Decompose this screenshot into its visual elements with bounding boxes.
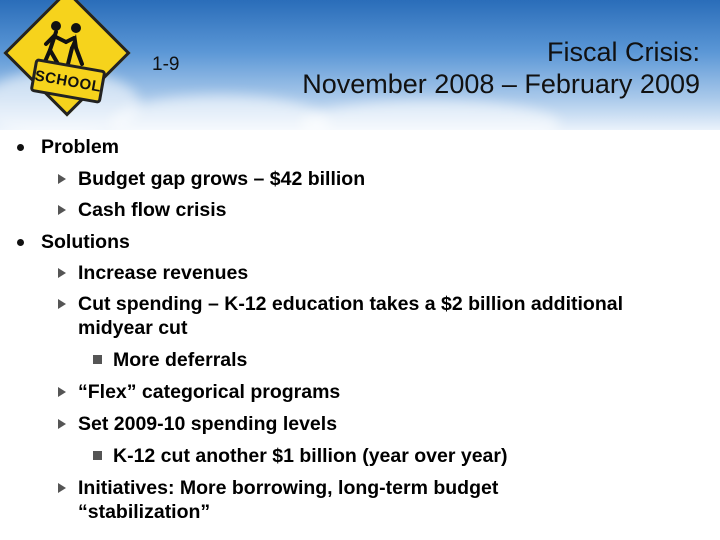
outline-text: More deferrals [113, 349, 248, 371]
bullet-dot-icon [17, 239, 24, 246]
outline-item-continuation [78, 501, 210, 524]
slide-header [0, 0, 720, 130]
bullet-square-icon [93, 451, 102, 460]
bullet-square-icon [93, 355, 102, 364]
outline-item [41, 136, 119, 159]
school-sign-plate: SCHOOL [30, 58, 107, 104]
outline-item [78, 199, 226, 222]
outline-item [78, 413, 337, 436]
outline-text: “Flex” categorical programs [78, 381, 341, 403]
slide-title [302, 36, 700, 100]
bullet-dot-icon [17, 144, 24, 151]
outline-item [78, 262, 248, 285]
outline-text: Budget gap grows – $42 billion [78, 168, 366, 190]
outline-item [78, 477, 498, 500]
bullet-arrow-icon [58, 174, 66, 184]
outline-item [78, 381, 340, 404]
outline-text: Increase revenues [78, 262, 249, 284]
outline-text: “stabilization” [78, 501, 211, 523]
outline-item [78, 293, 623, 316]
bullet-arrow-icon [58, 268, 66, 278]
title-line-2: November 2008 – February 2009 [302, 69, 700, 99]
bullet-arrow-icon [58, 205, 66, 215]
outline-text: Problem [41, 136, 120, 158]
outline-item [113, 349, 247, 372]
slide-number: 1-9 [152, 54, 180, 75]
bullet-arrow-icon [58, 419, 66, 429]
outline-text: midyear cut [78, 317, 188, 339]
outline-text: Initiatives: More borrowing, long-term budget [78, 477, 499, 499]
cloud-decoration [110, 95, 330, 130]
title-line-1: Fiscal Crisis: [547, 37, 700, 67]
outline-item [41, 231, 130, 254]
outline-text: K-12 cut another $1 billion (year over year) [113, 445, 508, 467]
outline-text: Solutions [41, 231, 130, 253]
outline-item [78, 168, 365, 191]
bullet-arrow-icon [58, 387, 66, 397]
outline-item-continuation [78, 317, 187, 340]
outline-text: Cash flow crisis [78, 199, 227, 221]
outline-text: Cut spending – K-12 education takes a $2 billion additional [78, 293, 624, 315]
outline-text: Set 2009-10 spending levels [78, 413, 338, 435]
cloud-decoration [300, 100, 560, 130]
bullet-arrow-icon [58, 483, 66, 493]
outline-item [113, 445, 507, 468]
bullet-arrow-icon [58, 299, 66, 309]
